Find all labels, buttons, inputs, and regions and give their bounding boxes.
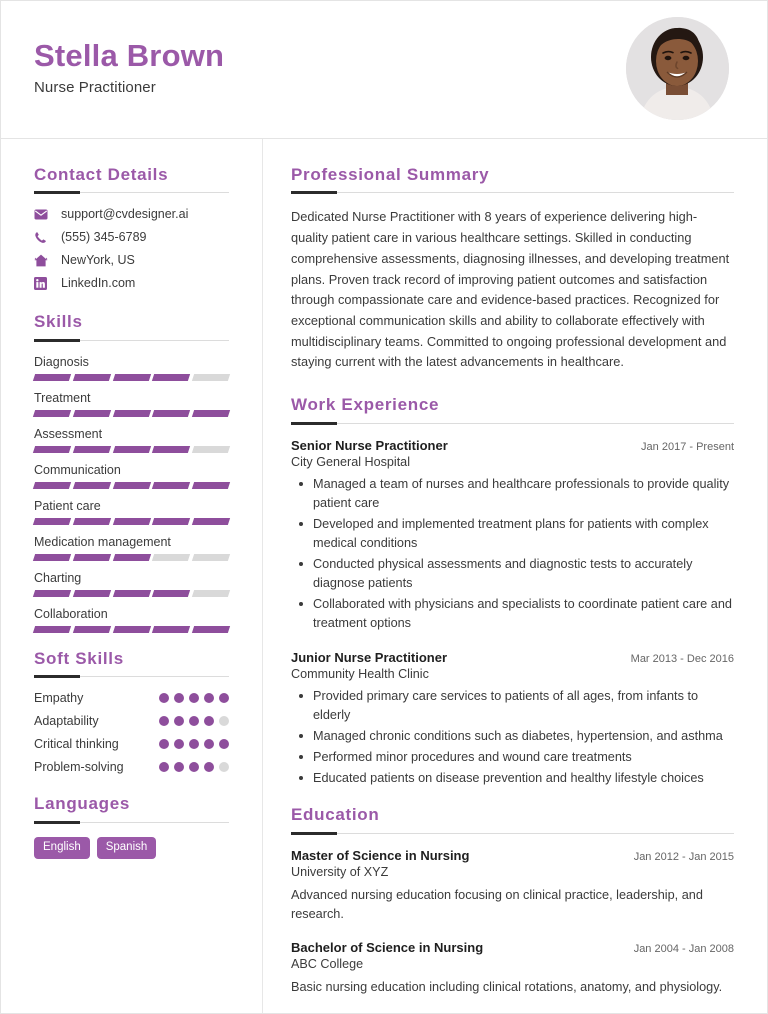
- section-heading: Skills: [34, 312, 83, 332]
- contact-item-email[interactable]: [34, 207, 229, 221]
- skill-level-bar: [34, 482, 229, 489]
- rating-dot: [159, 716, 169, 726]
- soft-skill-item: [34, 737, 229, 751]
- rating-dot: [219, 762, 229, 772]
- rating-dot: [174, 739, 184, 749]
- linkedin-icon: [34, 277, 52, 290]
- rating-dot: [159, 762, 169, 772]
- skill-label: Collaboration: [34, 606, 108, 621]
- section-rule: [34, 822, 229, 823]
- skill-bar-segment: [73, 554, 111, 561]
- avatar: [626, 17, 729, 120]
- responsibility-item: Conducted physical assessments and diagnostic tests to accurately diagnose patients: [291, 555, 734, 593]
- skill-level-bar: [34, 518, 229, 525]
- entry-header: [291, 438, 734, 453]
- institution-name: ABC College: [291, 956, 364, 971]
- skill-bar-segment: [112, 518, 150, 525]
- responsibility-item: Developed and implemented treatment plans for patients with complex medical conditions: [291, 515, 734, 553]
- rating-dot: [219, 716, 229, 726]
- entry-header: [291, 848, 734, 863]
- responsibility-item: Collaborated with physicians and specialists to coordinate patient care and treatment options: [291, 595, 734, 633]
- skill-label: Assessment: [34, 426, 103, 441]
- sidebar-column: [1, 139, 263, 1014]
- envelope-icon: [34, 209, 52, 220]
- skill-bar-segment: [112, 410, 150, 417]
- job-date-range: Jan 2017 - Present: [641, 440, 734, 453]
- skill-level-bar: [34, 554, 229, 561]
- skill-level-bar: [34, 410, 229, 417]
- skill-bar-segment: [73, 518, 111, 525]
- soft-skill-rating: [159, 762, 229, 772]
- section-education: [291, 805, 734, 997]
- section-skills: [34, 312, 229, 632]
- skill-bar-segment: [152, 626, 190, 633]
- skill-bar-segment: [192, 518, 230, 525]
- language-tag: Spanish: [97, 837, 157, 860]
- skill-level-bar: [34, 626, 229, 633]
- section-rule: [34, 676, 229, 677]
- contact-item-location: [34, 253, 229, 267]
- entry-header: [291, 940, 734, 955]
- skill-bar-segment: [112, 446, 150, 453]
- skill-bar-segment: [73, 482, 111, 489]
- skill-bar-segment: [73, 374, 111, 381]
- skill-label: Medication management: [34, 534, 171, 549]
- responsibility-list: [291, 687, 734, 788]
- skill-item: [34, 571, 229, 597]
- summary-text: Dedicated Nurse Practitioner with 8 years of experience delivering high-quality patient care in various healthcare settings. Skilled in conducting comprehensive assessments, diagnosing illnesses, and developing treatment plans. Proven track record of improving patient outcomes and satisfaction through compassionate care and evidence-based practices. Recognized for exceptional communication skills and ability to collaborate effectively with multidisciplinary teams. Committed to ongoing professional development and staying current with the latest advancements in healthcare.: [291, 209, 730, 370]
- language-tag: English: [34, 837, 90, 860]
- skill-bar-segment: [192, 626, 230, 633]
- rating-dot: [189, 762, 199, 772]
- skill-bar-segment: [33, 554, 71, 561]
- candidate-name: Stella Brown: [34, 38, 225, 73]
- section-heading: Professional Summary: [291, 165, 490, 184]
- employer-name: City General Hospital: [291, 454, 410, 469]
- job-date-range: Mar 2013 - Dec 2016: [630, 652, 734, 665]
- skill-label: Communication: [34, 462, 121, 477]
- soft-skill-item: [34, 691, 229, 705]
- rating-dot: [159, 739, 169, 749]
- skill-bar-segment: [192, 446, 230, 453]
- skill-bar-segment: [192, 482, 230, 489]
- skill-bar-segment: [152, 590, 190, 597]
- soft-skill-label: Empathy: [34, 691, 84, 706]
- section-heading: Education: [291, 805, 380, 825]
- profile-photo-icon: [626, 17, 729, 120]
- education-list: [291, 848, 734, 997]
- skill-bar-segment: [192, 410, 230, 417]
- contact-value: NewYork, US: [61, 253, 135, 268]
- skill-bar-segment: [112, 626, 150, 633]
- skill-bar-segment: [73, 590, 111, 597]
- section-languages: [34, 794, 229, 859]
- skill-label: Treatment: [34, 390, 91, 405]
- job-title: Junior Nurse Practitioner: [291, 649, 448, 665]
- skill-bar-segment: [192, 374, 230, 381]
- skill-bar-segment: [152, 482, 190, 489]
- skill-bar-segment: [33, 626, 71, 633]
- education-date-range: Jan 2012 - Jan 2015: [633, 850, 734, 863]
- section-heading: Contact Details: [34, 165, 169, 184]
- skill-level-bar: [34, 590, 229, 597]
- skill-bar-segment: [33, 446, 71, 453]
- skill-label: Charting: [34, 570, 82, 585]
- soft-skill-rating: [159, 693, 229, 703]
- rating-dot: [189, 716, 199, 726]
- skill-bar-segment: [112, 590, 150, 597]
- skill-bar-segment: [152, 410, 190, 417]
- skill-bar-segment: [33, 374, 71, 381]
- section-rule: [34, 192, 229, 193]
- institution-name: University of XYZ: [291, 864, 389, 879]
- skill-bar-segment: [112, 374, 150, 381]
- education-entry: [291, 940, 734, 997]
- resume-header: [1, 1, 767, 139]
- main-column: [263, 139, 767, 1014]
- education-date-range: Jan 2004 - Jan 2008: [633, 942, 734, 955]
- section-rule: [291, 423, 734, 424]
- soft-skill-item: [34, 760, 229, 774]
- skill-bar-segment: [73, 410, 111, 417]
- section-rule: [34, 340, 229, 341]
- contact-value: (555) 345-6789: [61, 230, 147, 245]
- resume-body: [1, 139, 767, 1014]
- skill-bar-segment: [33, 590, 71, 597]
- rating-dot: [159, 693, 169, 703]
- contact-value: support@cvdesigner.ai: [61, 207, 189, 222]
- skill-bar-segment: [33, 518, 71, 525]
- skill-label: Diagnosis: [34, 354, 89, 369]
- work-experience-list: [291, 438, 734, 789]
- degree-name: Master of Science in Nursing: [291, 847, 470, 863]
- responsibility-list: [291, 475, 734, 633]
- work-experience-entry: [291, 650, 734, 788]
- rating-dot: [219, 693, 229, 703]
- soft-skill-label: Adaptability: [34, 714, 99, 729]
- section-rule: [291, 833, 734, 834]
- work-experience-entry: [291, 438, 734, 633]
- section-work-experience: [291, 395, 734, 788]
- soft-skill-label: Problem-solving: [34, 760, 124, 775]
- section-heading: Soft Skills: [34, 648, 124, 668]
- section-heading: Work Experience: [291, 395, 440, 415]
- rating-dot: [204, 762, 214, 772]
- rating-dot: [174, 716, 184, 726]
- rating-dot: [204, 693, 214, 703]
- skill-item: [34, 499, 229, 525]
- skills-list: [34, 355, 229, 633]
- soft-skills-list: [34, 691, 229, 774]
- responsibility-item: Educated patients on disease prevention and healthy lifestyle choices: [291, 769, 734, 788]
- responsibility-item: Managed a team of nurses and healthcare professionals to provide quality patient care: [291, 475, 734, 513]
- skill-item: [34, 463, 229, 489]
- home-icon: [34, 254, 52, 267]
- skill-bar-segment: [192, 554, 230, 561]
- skill-item: [34, 391, 229, 417]
- skill-bar-segment: [73, 626, 111, 633]
- skill-bar-segment: [152, 374, 190, 381]
- rating-dot: [174, 693, 184, 703]
- entry-header: [291, 650, 734, 665]
- rating-dot: [174, 762, 184, 772]
- employer-name: Community Health Clinic: [291, 666, 429, 681]
- section-professional-summary: [291, 165, 734, 373]
- section-heading: Languages: [34, 794, 131, 814]
- soft-skill-rating: [159, 739, 229, 749]
- contact-item-linkedin[interactable]: [34, 276, 229, 290]
- skill-bar-segment: [112, 482, 150, 489]
- rating-dot: [219, 739, 229, 749]
- soft-skill-item: [34, 714, 229, 728]
- skill-item: [34, 355, 229, 381]
- section-rule: [291, 192, 734, 193]
- rating-dot: [204, 739, 214, 749]
- skill-item: [34, 535, 229, 561]
- language-tag-list: [34, 837, 229, 860]
- skill-bar-segment: [152, 554, 190, 561]
- rating-dot: [189, 739, 199, 749]
- job-title: Senior Nurse Practitioner: [291, 437, 448, 453]
- section-soft-skills: [34, 649, 229, 774]
- phone-icon: [34, 231, 52, 244]
- responsibility-item: Provided primary care services to patients of all ages, from infants to elderly: [291, 687, 734, 725]
- skill-label: Patient care: [34, 498, 101, 513]
- education-description: Advanced nursing education focusing on clinical practice, leadership, and research.: [291, 887, 703, 921]
- candidate-job-title: Nurse Practitioner: [34, 78, 156, 96]
- skill-bar-segment: [192, 590, 230, 597]
- education-entry: [291, 848, 734, 924]
- skill-bar-segment: [152, 446, 190, 453]
- skill-item: [34, 607, 229, 633]
- skill-item: [34, 427, 229, 453]
- section-contact-details: [34, 165, 229, 290]
- soft-skill-rating: [159, 716, 229, 726]
- skill-bar-segment: [112, 554, 150, 561]
- skill-bar-segment: [73, 446, 111, 453]
- responsibility-item: Performed minor procedures and wound care treatments: [291, 748, 734, 767]
- rating-dot: [189, 693, 199, 703]
- education-description: Basic nursing education including clinical rotations, anatomy, and physiology.: [291, 979, 723, 994]
- skill-bar-segment: [152, 518, 190, 525]
- contact-item-phone[interactable]: [34, 230, 229, 244]
- skill-bar-segment: [33, 482, 71, 489]
- responsibility-item: Managed chronic conditions such as diabetes, hypertension, and asthma: [291, 727, 734, 746]
- skill-level-bar: [34, 374, 229, 381]
- contact-value: LinkedIn.com: [61, 276, 136, 291]
- skill-level-bar: [34, 446, 229, 453]
- degree-name: Bachelor of Science in Nursing: [291, 939, 484, 955]
- rating-dot: [204, 716, 214, 726]
- soft-skill-label: Critical thinking: [34, 737, 119, 752]
- skill-bar-segment: [33, 410, 71, 417]
- contact-list: [34, 207, 229, 290]
